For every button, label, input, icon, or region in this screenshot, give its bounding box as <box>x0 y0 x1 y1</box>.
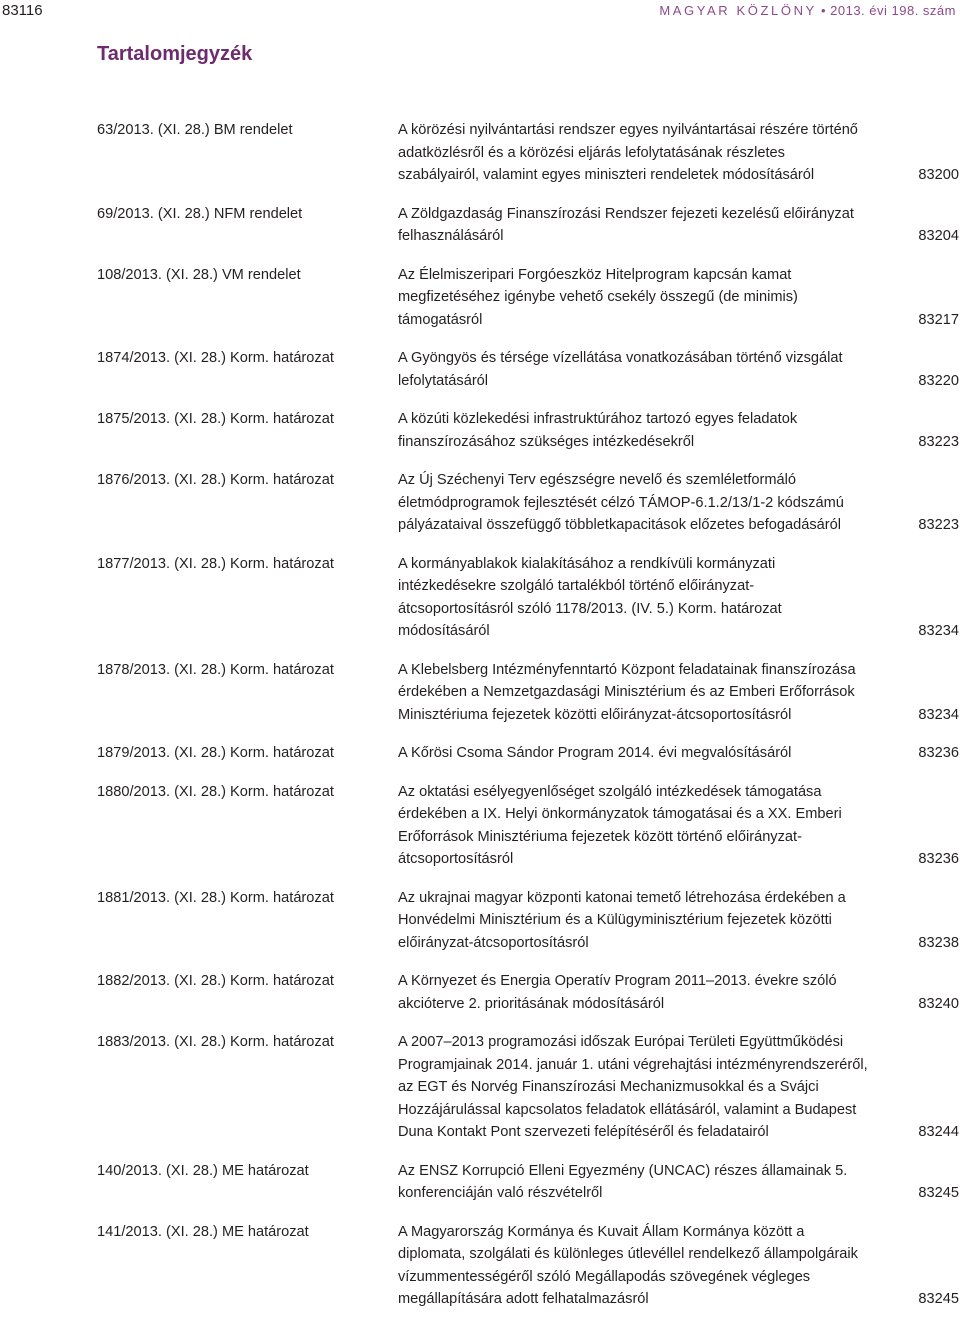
entry-page-number: 83245 <box>918 1185 959 1201</box>
entry-page-number: 83200 <box>918 167 959 183</box>
toc-entry <box>97 347 959 392</box>
toc-entry <box>97 970 959 1015</box>
entry-description: Az Élelmiszeripari Forgóeszköz Hitelprogram kapcsán kamat megfizetéséhez igénybe vehető csekély összegű (de minimis) támogatásról <box>398 266 798 328</box>
entry-page-number: 83234 <box>918 706 959 723</box>
toc-entry <box>97 119 959 187</box>
toc-entry <box>97 659 959 727</box>
entry-reference: 141/2013. (XI. 28.) ME határozat <box>97 1223 309 1240</box>
entry-description: Az oktatási esélyegyenlőséget szolgáló intézkedések támogatása érdekében a IX. Helyi önkormányzatok támogatásai és a XX. Emberi Erőforrások Minisztériuma fejezetek között történő előirányzat-átcsoportosításról <box>398 783 842 867</box>
entry-description: A Kőrösi Csoma Sándor Program 2014. évi megvalósításáról <box>398 745 792 761</box>
entry-page-number: 83223 <box>918 517 959 533</box>
entry-reference: 1878/2013. (XI. 28.) Korm. határozat <box>97 661 334 678</box>
page-number: 83116 <box>2 2 43 19</box>
page-title: Tartalomjegyzék <box>97 43 253 65</box>
entry-page-number: 83238 <box>918 934 959 951</box>
entry-description: A Magyarország Kormánya és Kuvait Állam Kormánya között a diplomata, szolgálati és különleges útlevéllel rendelkező állampolgáraik vízummentességéről szóló Megállapodás szövegének végleges megállapítására adott felhatalmazásról <box>398 1223 858 1307</box>
toc-entry <box>97 1221 959 1311</box>
page-header <box>0 0 960 24</box>
table-of-contents <box>97 119 959 1327</box>
toc-entry <box>97 1031 959 1144</box>
entry-description: A Környezet és Energia Operatív Program 2011–2013. évekre szóló akcióterve 2. prioritásának módosításáról <box>398 973 837 1012</box>
toc-entry <box>97 1160 959 1205</box>
entry-description: A Gyöngyös és térsége vízellátása vonatkozásában történő vizsgálat lefolytatásáról <box>398 350 843 389</box>
entry-reference: 1877/2013. (XI. 28.) Korm. határozat <box>97 555 334 572</box>
entry-page-number: 83236 <box>918 745 959 761</box>
entry-reference: 1879/2013. (XI. 28.) Korm. határozat <box>97 745 334 761</box>
entry-reference: 1880/2013. (XI. 28.) Korm. határozat <box>97 783 334 800</box>
entry-description: A közúti közlekedési infrastruktúrához tartozó egyes feladatok finanszírozásához szükséges intézkedésekről <box>398 411 798 450</box>
journal-header <box>659 3 956 18</box>
header-separator: • <box>820 3 827 18</box>
entry-reference: 1875/2013. (XI. 28.) Korm. határozat <box>97 411 334 427</box>
toc-entry <box>97 264 959 332</box>
entry-page-number: 83204 <box>918 228 959 244</box>
entry-description: Az Új Széchenyi Terv egészségre nevelő és szemléletformáló életmódprogramok fejlesztését célzó TÁMOP-6.1.2/13/1-2 kódszámú pályázataival összefüggő többletkapacitások előzetes befogadásáról <box>398 472 844 533</box>
entry-description: A Klebelsberg Intézményfenntartó Központ feladatainak finanszírozása érdekében a Nemzetgazdasági Minisztérium és az Emberi Erőforrások Minisztériuma fejezetek közötti előirányzat-átcsoportosításról <box>398 661 856 723</box>
toc-entry <box>97 469 959 537</box>
entry-page-number: 83220 <box>918 372 959 389</box>
entry-reference: 1881/2013. (XI. 28.) Korm. határozat <box>97 889 334 906</box>
entry-page-number: 83245 <box>918 1291 959 1307</box>
entry-page-number: 83240 <box>918 995 959 1012</box>
entry-description: Az ukrajnai magyar központi katonai temető létrehozása érdekében a Honvédelmi Minisztérium és a Külügyminisztérium fejezetek közötti előirányzat-átcsoportosításról <box>398 889 846 951</box>
toc-entry <box>97 408 959 453</box>
entry-reference: 108/2013. (XI. 28.) VM rendelet <box>97 266 301 283</box>
entry-description: A kormányablakok kialakításához a rendkívüli kormányzati intézkedésekre szolgáló tartalékból történő előirányzat-átcsoportosításról szóló 1178/2013. (IV. 5.) Korm. határozat módosításáról <box>398 555 782 639</box>
entry-reference: 140/2013. (XI. 28.) ME határozat <box>97 1162 309 1179</box>
toc-entry <box>97 781 959 871</box>
entry-description: A 2007–2013 programozási időszak Európai Területi Együttműködési Programjainak 2014. január 1. utáni végrehajtási intézményrendszeréről, az EGT és Norvég Finanszírozási Mechanizmusokkal és a Svájci Hozzájárulással kapcsolatos feladatok ellátásáról, valamint a Budapest Duna Kontakt Pont szervezeti felépítéséről és feladatairól <box>398 1034 868 1140</box>
entry-reference: 69/2013. (XI. 28.) NFM rendelet <box>97 205 303 222</box>
toc-entry <box>97 203 959 248</box>
entry-reference: 1876/2013. (XI. 28.) Korm. határozat <box>97 472 334 488</box>
toc-entry <box>97 742 959 765</box>
entry-page-number: 83217 <box>918 311 959 328</box>
entry-reference: 63/2013. (XI. 28.) BM rendelet <box>97 122 293 138</box>
entry-reference: 1874/2013. (XI. 28.) Korm. határozat <box>97 350 334 366</box>
entry-description: Az ENSZ Korrupció Elleni Egyezmény (UNCAC) részes államainak 5. konferenciáján való részvételről <box>398 1162 848 1201</box>
entry-reference: 1882/2013. (XI. 28.) Korm. határozat <box>97 973 334 989</box>
entry-page-number: 83244 <box>918 1124 959 1140</box>
entry-reference: 1883/2013. (XI. 28.) Korm. határozat <box>97 1034 334 1050</box>
entry-description: A Zöldgazdaság Finanszírozási Rendszer fejezeti kezelésű előirányzat felhasználásáról <box>398 205 854 244</box>
toc-entry <box>97 887 959 955</box>
journal-name: MAGYAR KÖZLÖNY <box>659 3 817 18</box>
issue-info: 2013. évi 198. szám <box>830 3 956 18</box>
entry-page-number: 83223 <box>918 433 959 450</box>
toc-entry <box>97 553 959 643</box>
entry-page-number: 83234 <box>918 623 959 639</box>
entry-page-number: 83236 <box>918 851 959 867</box>
entry-description: A körözési nyilvántartási rendszer egyes nyilvántartásai részére történő adatközlésről és a körözési eljárás lefolytatásának részletes szabályairól, valamint egyes miniszteri rendeletek módosításáról <box>398 122 858 183</box>
